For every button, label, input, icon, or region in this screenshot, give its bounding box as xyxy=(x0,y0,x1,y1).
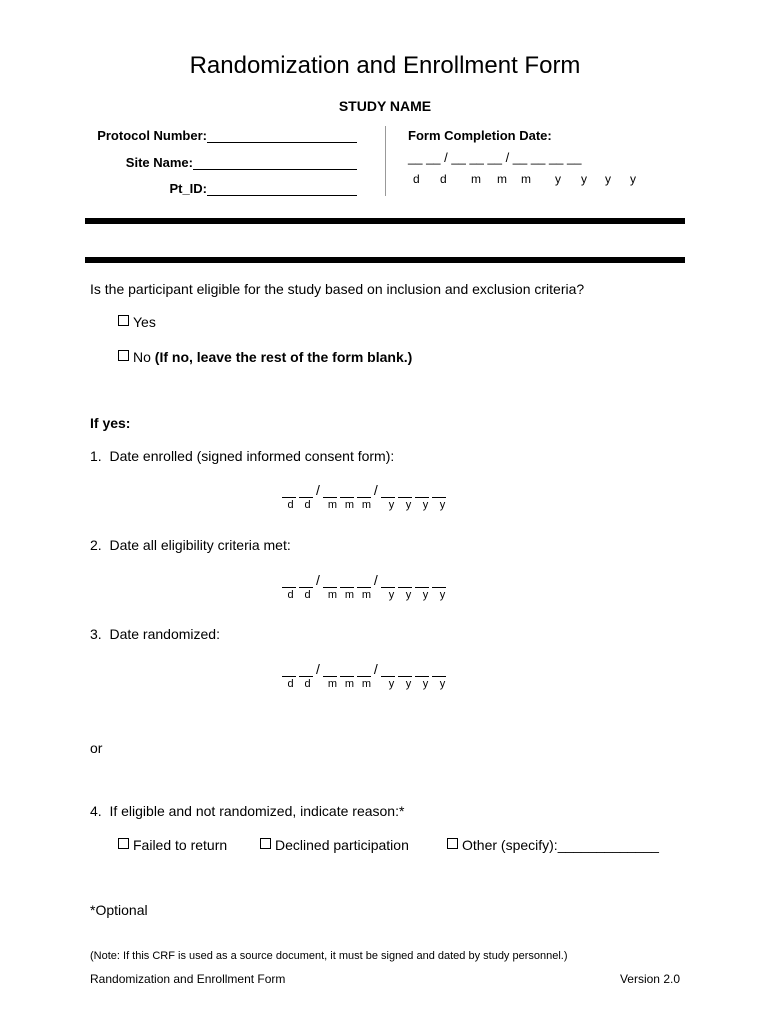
date-randomized-field[interactable]: / / d d m m m y y y y xyxy=(282,661,492,690)
source-document-note: (Note: If this CRF is used as a source document, it must be signed and dated by study personnel.) xyxy=(90,950,568,962)
date-enrolled-format: d d m m m y y y y xyxy=(287,499,446,511)
date-randomized-format: d d m m m y y y y xyxy=(287,678,446,690)
reason-declined-option[interactable] xyxy=(260,837,409,853)
pt-id-field[interactable] xyxy=(207,181,357,196)
eligible-yes-option[interactable] xyxy=(118,314,156,330)
optional-note: *Optional xyxy=(90,902,148,918)
form-completion-date-field[interactable]: __ __ / __ __ __ / __ __ __ __ xyxy=(408,150,582,165)
if-yes-label: If yes: xyxy=(90,415,131,431)
or-label: or xyxy=(90,740,103,756)
item-date-randomized: 3. Date randomized: xyxy=(90,626,220,642)
item-date-eligibility-met: 2. Date all eligibility criteria met: xyxy=(90,537,291,553)
footer-form-name: Randomization and Enrollment Form xyxy=(90,972,286,986)
divider-rule-top xyxy=(85,218,685,224)
eligibility-question: Is the participant eligible for the study based on inclusion and exclusion criteria? xyxy=(90,281,585,297)
eligible-yes-label: Yes xyxy=(133,314,156,330)
eligible-no-option[interactable] xyxy=(118,349,412,365)
reason-failed-to-return-checkbox[interactable] xyxy=(118,838,129,849)
form-title: Randomization and Enrollment Form xyxy=(189,52,581,79)
footer-version: Version 2.0 xyxy=(619,972,680,986)
reason-failed-to-return-option[interactable] xyxy=(118,837,227,853)
divider-rule-bottom xyxy=(85,257,685,263)
date-enrolled-field[interactable]: / / d d m m m y y y y xyxy=(282,482,492,511)
reason-failed-to-return-label: Failed to return xyxy=(133,837,228,853)
protocol-number-label: Protocol Number: xyxy=(97,128,207,143)
reason-declined-checkbox[interactable] xyxy=(260,838,271,849)
site-name-label: Site Name: xyxy=(125,155,193,170)
date-eligibility-met-field[interactable]: / / d d m m m y y y y xyxy=(282,572,492,601)
eligible-no-checkbox[interactable] xyxy=(118,350,129,361)
reason-other-option[interactable] xyxy=(447,837,659,853)
site-name-field[interactable] xyxy=(193,155,357,170)
reason-other-checkbox[interactable] xyxy=(447,838,458,849)
pt-id-label: Pt_ID: xyxy=(169,181,207,196)
reason-other-label: Other (specify):_____________ xyxy=(462,837,659,853)
study-name: STUDY NAME xyxy=(338,98,432,114)
item-not-randomized: 4. If eligible and not randomized, indicate reason:* xyxy=(90,803,405,819)
reason-declined-label: Declined participation xyxy=(275,837,409,853)
date-eligibility-met-format: d d m m m y y y y xyxy=(287,589,446,601)
form-completion-date-format: d d m m m y y y y xyxy=(413,172,636,186)
eligible-no-label: No xyxy=(133,349,151,365)
header-divider xyxy=(385,126,386,196)
eligible-no-note: (If no, leave the rest of the form blank.) xyxy=(154,349,413,365)
protocol-number-field[interactable] xyxy=(207,128,357,143)
item-date-enrolled: 1. Date enrolled (signed informed consent form): xyxy=(90,448,395,464)
eligible-yes-checkbox[interactable] xyxy=(118,315,129,326)
form-completion-date-label: Form Completion Date: xyxy=(408,128,552,143)
